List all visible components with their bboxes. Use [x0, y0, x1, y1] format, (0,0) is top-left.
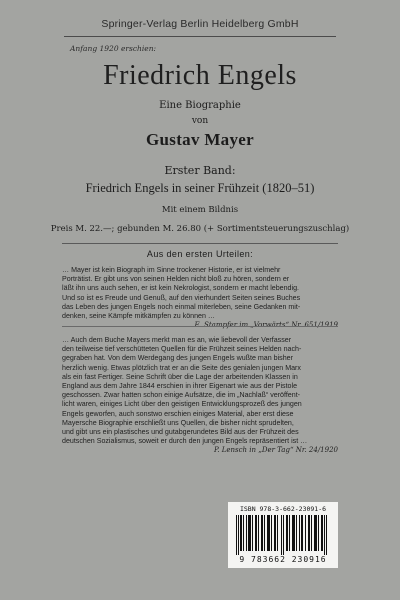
review-line: den teilweise tief verschütteten Quellen für die Frühzeit seines Helden nach- [62, 345, 302, 354]
publisher-name: Springer-Verlag Berlin Heidelberg GmbH [101, 18, 299, 30]
review-source: E. Stampfer im „Vorwärts“ Nr. 651/1919 [194, 321, 338, 330]
review-line: deutschen Sozialismus, soweit er durch den jungen Engels repräsentiert ist … [62, 437, 308, 446]
review-line: denken, seine Kämpfe mitkämpfen zu können … [62, 312, 215, 321]
review-stampfer [62, 266, 338, 330]
top-divider [64, 36, 336, 37]
review-divider [62, 326, 338, 327]
volume-title: Friedrich Engels in seiner Frühzeit (1820–51) [85, 181, 315, 195]
review-line: … Auch dem Buche Mayers merkt man es an, wie liebevoll der Verfasser [62, 336, 292, 344]
review-lensch [62, 336, 338, 456]
price-line: Preis M. 22.—; gebunden M. 26.80 (+ Sortimentsteuerungszuschlag) [50, 224, 350, 234]
review-line: gegraben hat. Von dem Werdegang des jungen Engels wußte man bisher [62, 354, 293, 363]
volume-label: Erster Band: [164, 164, 236, 177]
book-title: Friedrich Engels [103, 60, 297, 91]
author-name: Gustav Mayer [146, 130, 254, 149]
isbn-text: ISBN 978-3-662-23091-6 [239, 505, 327, 513]
review-line: Porträtist. Er gibt uns von seinen Helden nicht bloß zu hören, sondern er [62, 275, 290, 284]
by-label: von [191, 116, 209, 126]
illustration-note: Mit einem Bildnis [161, 205, 239, 215]
middle-divider [62, 243, 338, 244]
review-line: das Leben des jungen Engels noch einmal miterleben, seine Gedanken mit- [62, 302, 301, 311]
review-line: Engels geworfen, auch sonstwo erschien einiges Material, aber erst diese [62, 409, 294, 418]
review-source: P. Lensch in „Der Tag“ Nr. 24/1920 [213, 446, 338, 455]
review-line: und gibt uns ein plastisches und gutabgerundetes Bild aus der Frühzeit des [62, 428, 299, 437]
review-line: läßt ihn uns auch sehen, er ist kein Nekrologist, sondern er macht lebendig. [62, 284, 299, 293]
review-line: herzlich wenig. Etwas plötzlich trat er an die Seite des genialen jungen Marx [62, 363, 301, 372]
review-line: Mayersche Biographie erschließt uns Quellen, die bisher nicht sprudelten, [62, 418, 294, 427]
review-line: licht waren, einiges Licht über den geistigen Entwicklungsprozeß des jungen [62, 400, 302, 409]
review-line: Und so ist es Freude und Genuß, auf den vierhundert Seiten seines Buches [62, 293, 301, 302]
isbn-barcode [228, 502, 338, 568]
reviews-heading: Aus den ersten Urteilen: [146, 249, 254, 259]
review-line: … Mayer ist kein Biograph im Sinne trockener Historie, er ist vielmehr [62, 266, 281, 274]
review-line: England aus dem Jahre 1844 erschien in ihrer Eigenart wie aus der Pistole [62, 382, 298, 391]
barcode-bars [236, 515, 330, 555]
review-line: geschossen. Zwar hatten schon einige Aufsätze, die im „Nachlaß“ veröffent- [62, 391, 301, 400]
book-subtitle: Eine Biographie [159, 100, 241, 111]
review-line: als ein fast Fertiger. Seine Schrift über die Lage der arbeitenden Klassen in [62, 372, 298, 381]
publication-note: Anfang 1920 erschien: [70, 44, 157, 53]
barcode-number: 9 783662 230916 [239, 555, 327, 564]
